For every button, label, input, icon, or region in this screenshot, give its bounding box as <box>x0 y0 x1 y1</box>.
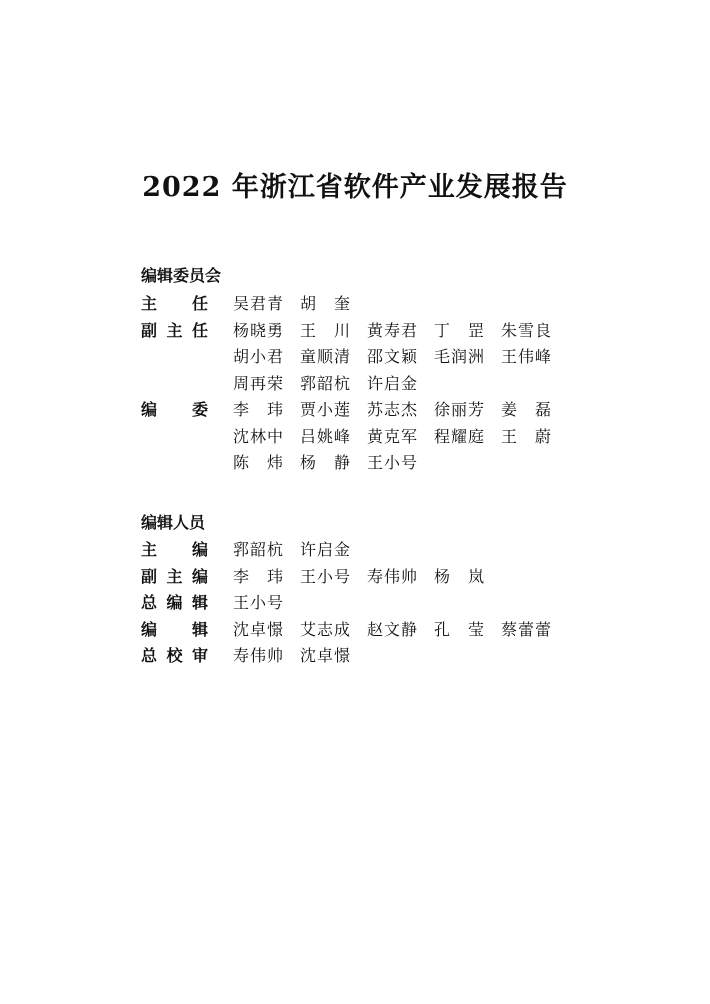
committee-member-name: 王 小 号 <box>367 453 417 472</box>
committee-member-name: 贾 小 莲 <box>300 400 350 419</box>
committee-member-name: 苏 志 杰 <box>367 400 417 419</box>
committee-member-name: 吴 君 青 <box>233 294 283 313</box>
committee-member-name: 郛 韶 杭 <box>300 373 350 393</box>
editors-member-name: 王 小 号 <box>233 593 283 612</box>
committee-member-name: 王 伟 峰 <box>501 347 551 366</box>
editors-role-label: 总 校 审 <box>141 646 208 665</box>
committee-member-name: 周 再 荣 <box>233 373 283 393</box>
committee-member-name: 杨 晓 勇 <box>233 320 283 340</box>
editors-member-name: 李 玮 <box>233 566 283 586</box>
editors-member-name: 艾 志 成 <box>300 619 350 639</box>
editors-member-name: 蔡 蕾 蕾 <box>501 619 551 639</box>
editors-member-name: 沈 卓 憬 <box>300 646 350 665</box>
committee-member-name: 徐 丽 芳 <box>434 400 484 419</box>
editors-role-label: 总 编 辑 <box>141 593 208 612</box>
committee-member-name: 邵 文 颖 <box>367 347 417 366</box>
editors-member-name: 杨 岚 <box>434 566 484 586</box>
editors-member-name: 孔 莹 <box>434 619 484 639</box>
committee-member-name: 李 玮 <box>233 400 283 419</box>
editors-member-name: 沈 卓 憬 <box>233 619 283 639</box>
committee-member-name: 许 启 金 <box>367 373 417 393</box>
committee-member-name: 吕 姚 峰 <box>300 426 350 446</box>
editors-member-name: 王 小 号 <box>300 566 350 586</box>
committee-member-name: 黄 寿 君 <box>367 320 417 340</box>
committee-member-name: 陈 炜 <box>233 453 283 472</box>
committee-role-label: 编 委 <box>141 400 208 419</box>
committee-member-name: 黄 克 军 <box>367 426 417 446</box>
committee-member-name: 朱 雪 良 <box>501 320 551 340</box>
committee-role-label: 副 主 任 <box>141 320 208 340</box>
editors-role-label: 编 辑 <box>141 619 208 639</box>
committee-member-name: 程 耀 庭 <box>434 426 484 446</box>
document-title: 2022 年浙江省软件产业发展报告 <box>142 172 568 203</box>
committee-role-label: 主 任 <box>141 294 208 313</box>
committee-member-name: 胡 奎 <box>300 294 350 313</box>
editors-member-name: 许 启 金 <box>300 540 350 559</box>
committee-member-name: 姜 磊 <box>501 400 551 419</box>
editors-member-name: 赵 文 静 <box>367 619 417 639</box>
editors-member-name: 郛 韶 杭 <box>233 540 283 559</box>
editors-heading: 编辑人员 <box>141 513 206 532</box>
committee-member-name: 胡 小 君 <box>233 347 283 366</box>
committee-member-name: 沈 林 中 <box>233 426 283 446</box>
committee-member-name: 王 川 <box>300 320 350 340</box>
committee-member-name: 王 蔚 <box>501 426 551 446</box>
committee-member-name: 杨 静 <box>300 453 350 472</box>
committee-heading: 编辑委员会 <box>141 266 222 285</box>
committee-member-name: 童 顺 清 <box>300 347 350 366</box>
editors-role-label: 主 编 <box>141 540 208 559</box>
editors-role-label: 副 主 编 <box>141 566 208 586</box>
editors-member-name: 寿 伟 帅 <box>233 646 283 665</box>
editors-member-name: 寿 伟 帅 <box>367 566 417 586</box>
committee-member-name: 丁 罡 <box>434 320 484 340</box>
committee-member-name: 毛 润 洲 <box>434 347 484 366</box>
